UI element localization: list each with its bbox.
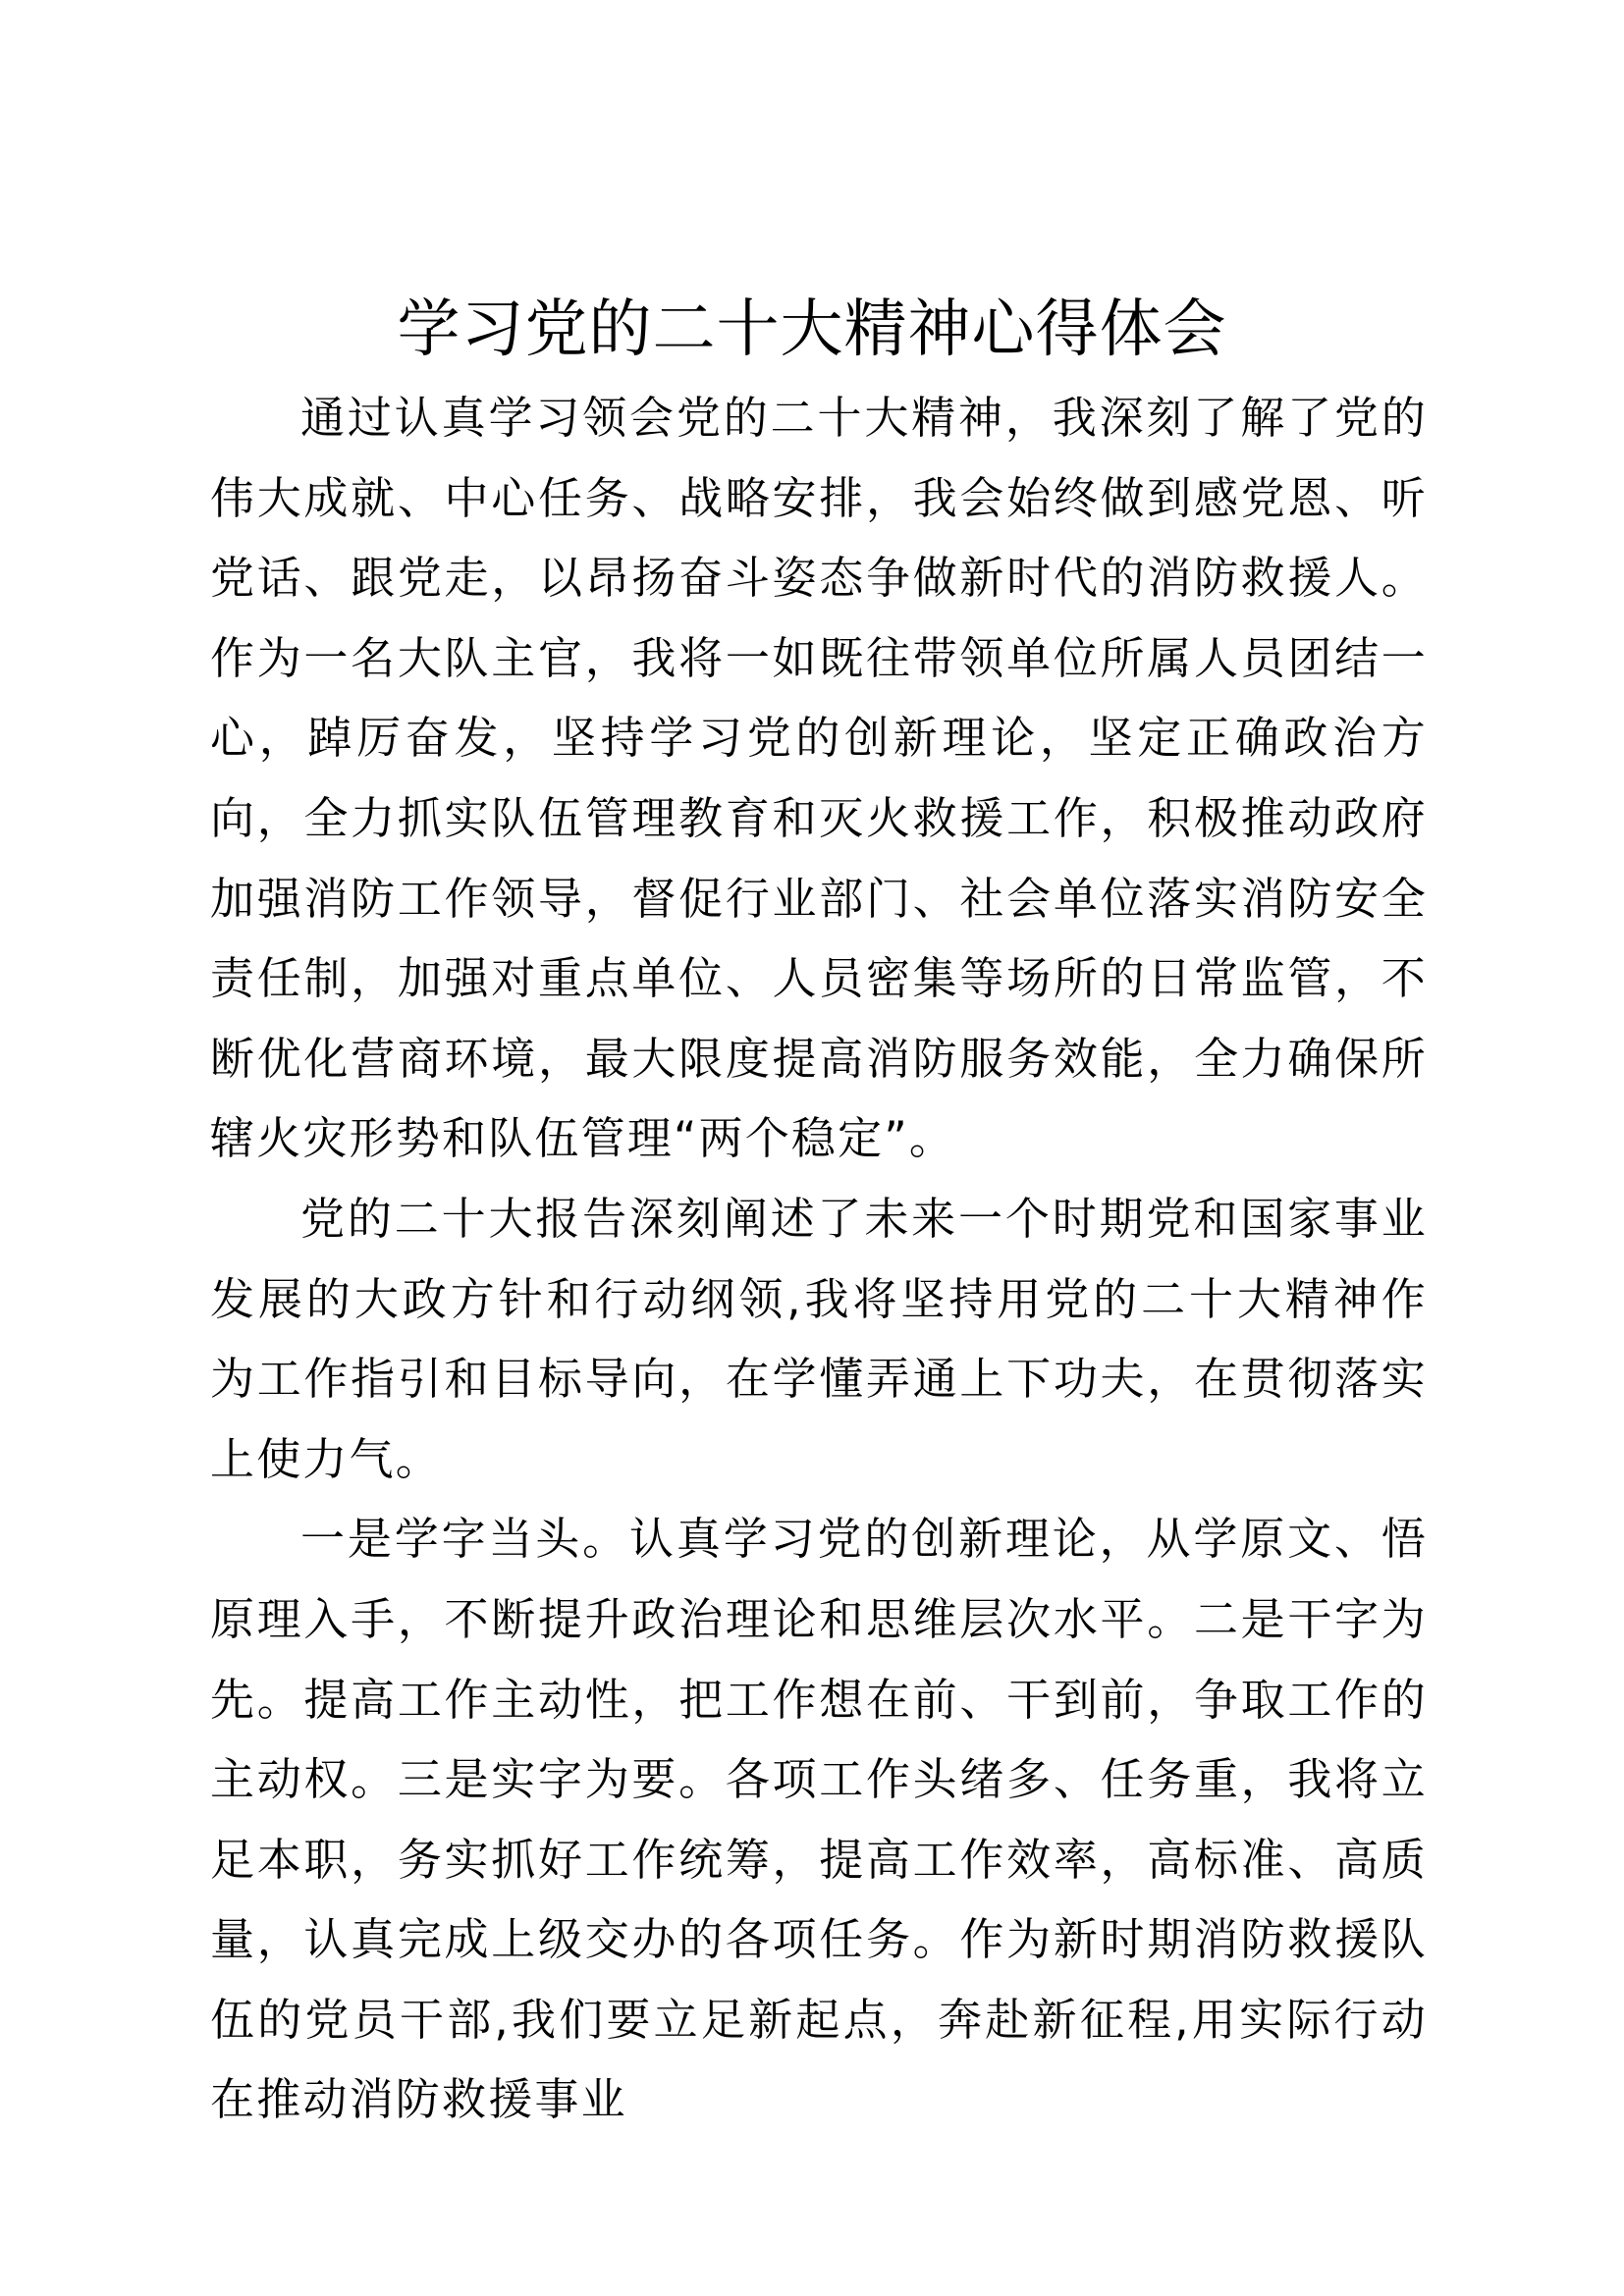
paragraph-3: 一是学字当头。认真学习党的创新理论，从学原文、悟原理入手，不断提升政治理论和思维层次水平。二是干字为先。提高工作主动性，把工作想在前、干到前，争取工作的主动权。三是实字为要。各项工作头绪多、任务重，我将立足本职，务实抓好工作统筹，提高工作效率，高标准、高质量，认真完成上级交办的各项任务。作为新时期消防救援队伍的党员干部,我们要立足新起点，奔赴新征程,用实际行动在推动消防救援事业 bbox=[210, 1513, 1428, 2126]
paragraph-2: 党的二十大报告深刻阐述了未来一个时期党和国家事业发展的大政方针和行动纲领,我将坚持用党的二十大精神作为工作指引和目标导向，在学懂弄通上下功夫，在贯彻落实上使力气。 bbox=[210, 1192, 1428, 1485]
document-title: 学习党的二十大精神心得体会 bbox=[397, 294, 1227, 366]
paragraph-1: 通过认真学习领会党的二十大精神，我深刻了解了党的伟大成就、中心任务、战略安排，我会始终做到感党恩、听党话、跟党走，以昂扬奋斗姿态争做新时代的消防救援人。作为一名大队主官，我将一如既往带领单位所属人员团结一心，踔厉奋发，坚持学习党的创新理论，坚定正确政治方向，全力抓实队伍管理教育和灭火救援工作，积极推动政府加强消防工作领导，督促行业部门、社会单位落实消防安全责任制，加强对重点单位、人员密集等场所的日常监管，不断优化营商环境，最大限度提高消防服务效能，全力确保所辖火灾形势和队伍管理“两个稳定”。 bbox=[210, 392, 1428, 1165]
document-body bbox=[210, 378, 1428, 2140]
